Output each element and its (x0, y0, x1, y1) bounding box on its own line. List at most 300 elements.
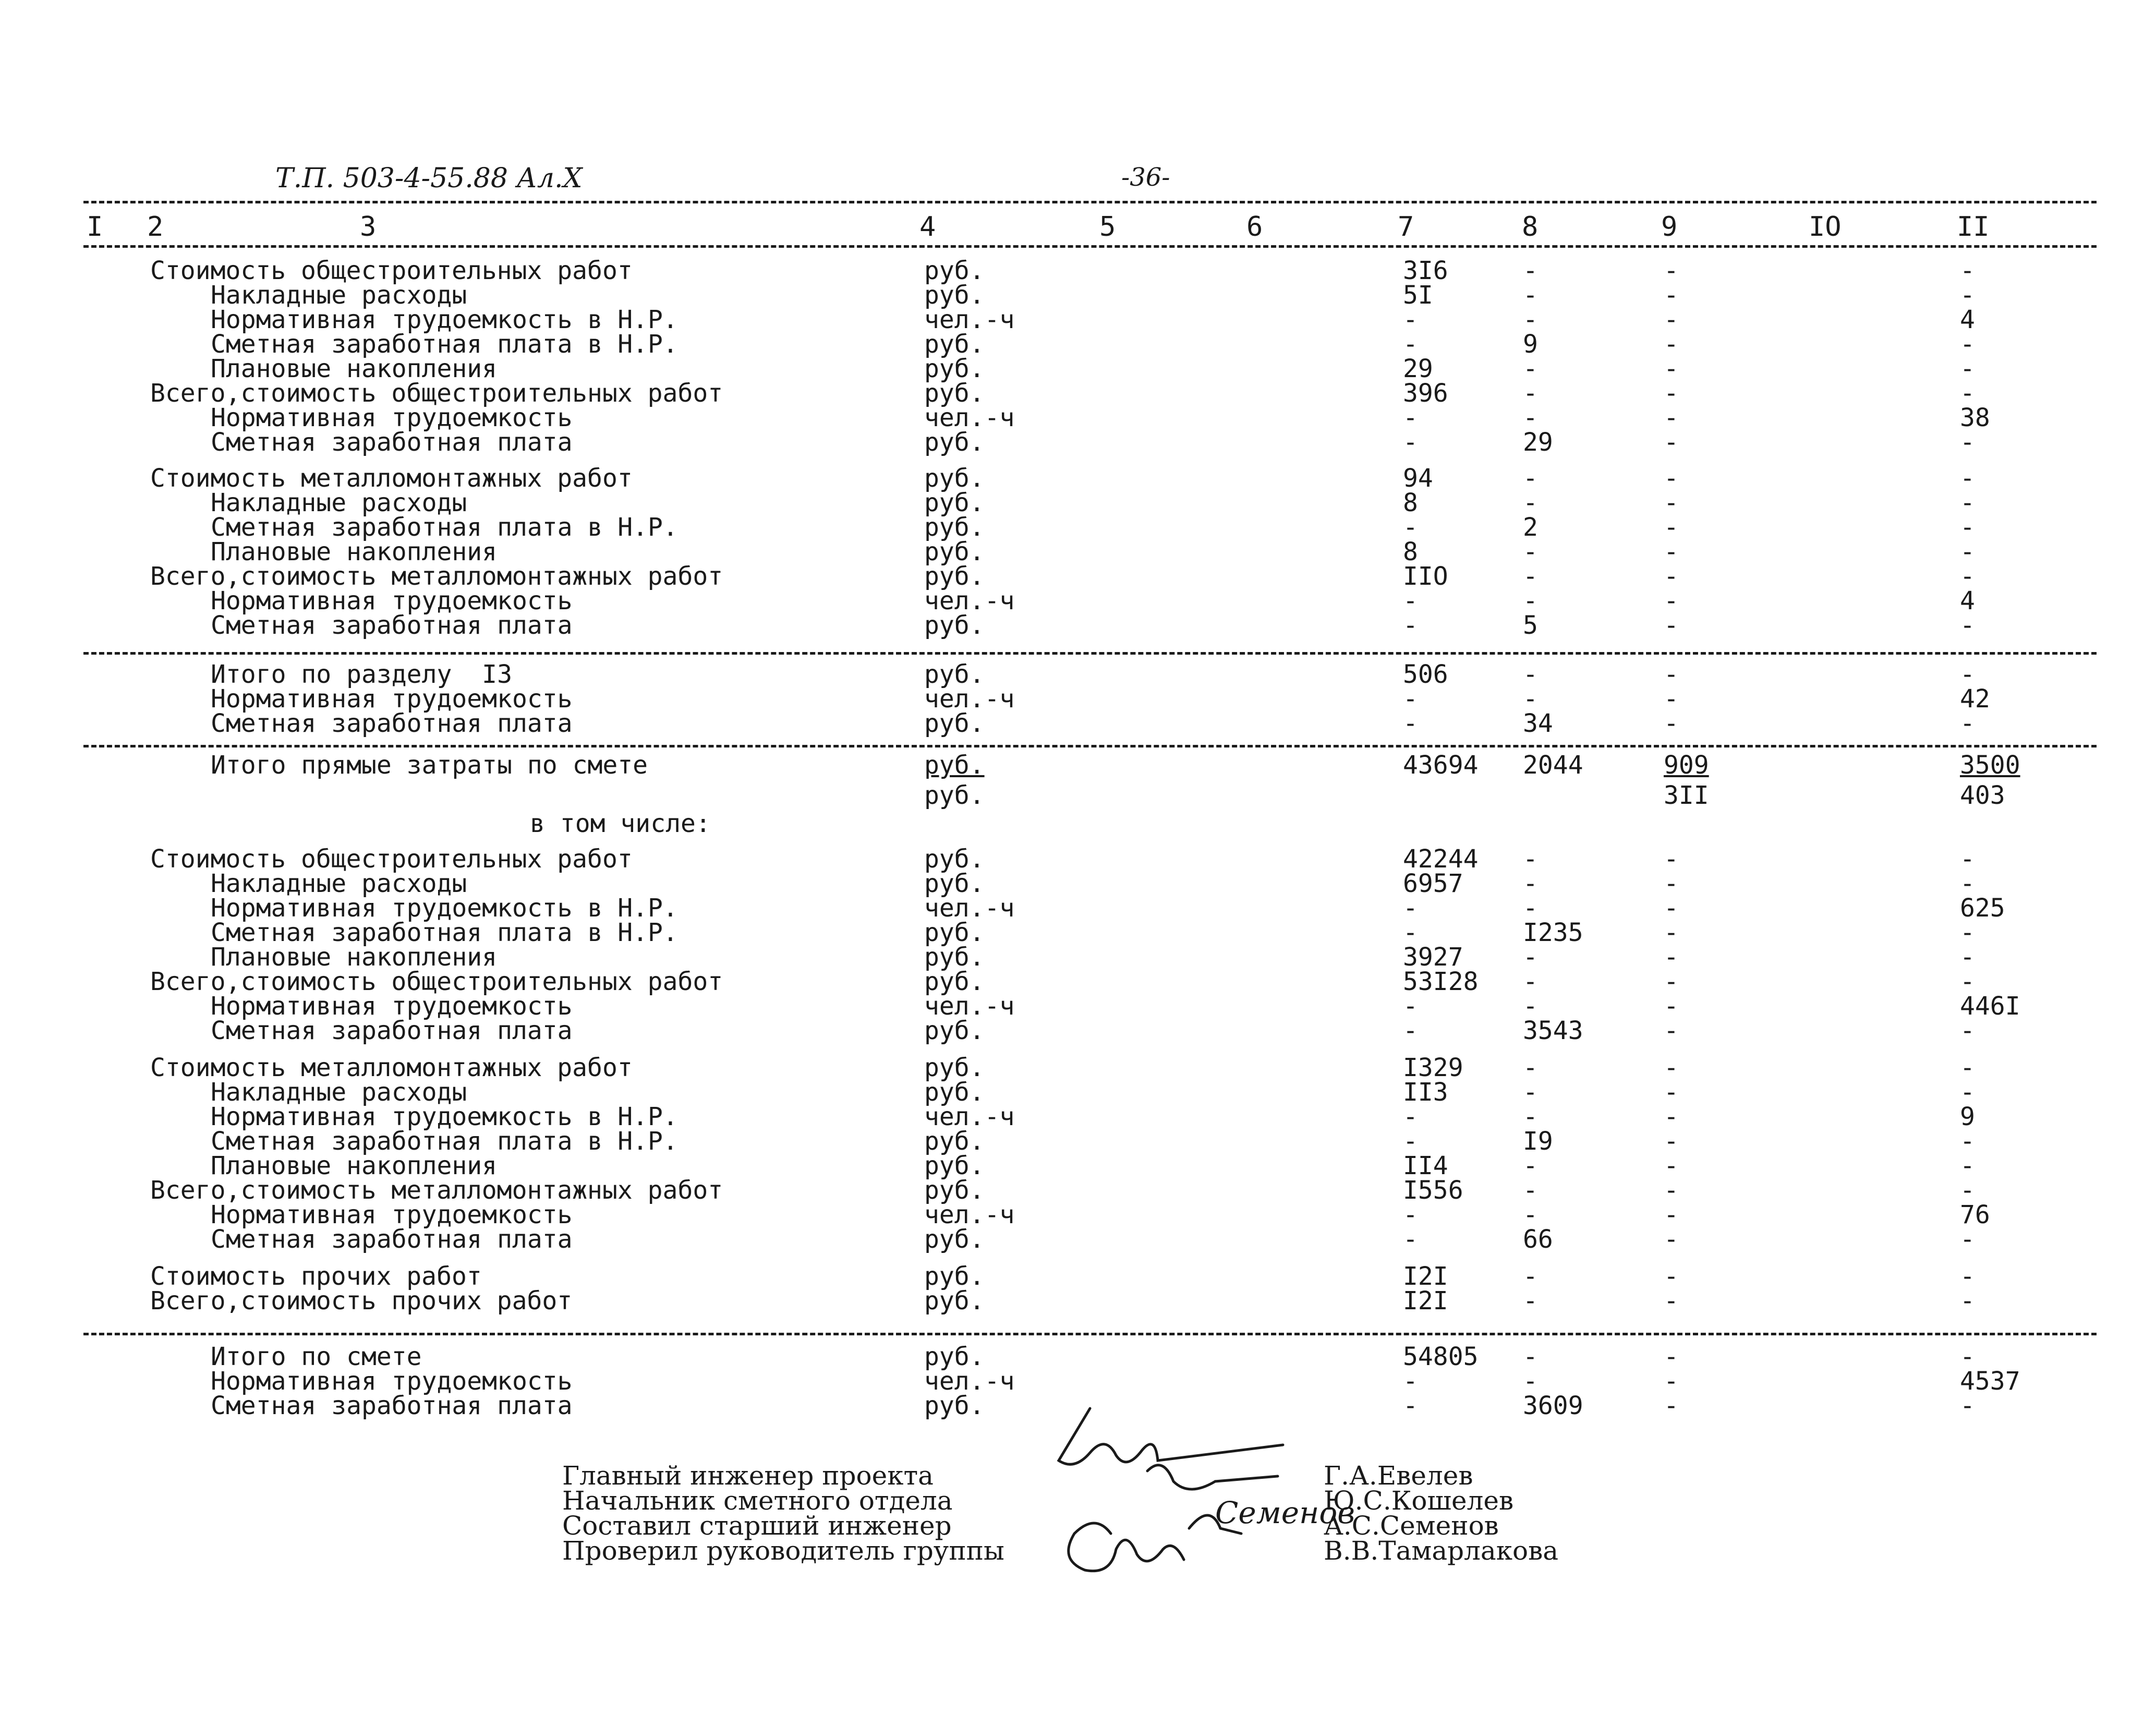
cell-col11: 4 (1960, 305, 1975, 334)
row-label: Нормативная трудоемкость (211, 1367, 573, 1396)
cell-col9: - (1664, 845, 1679, 874)
cell-col8: - (1523, 845, 1538, 874)
cell-col9: - (1664, 894, 1679, 923)
table-row (0, 1342, 2156, 1371)
row-label: Сметная заработная плата (211, 1391, 573, 1420)
row-label: Нормативная трудоемкость в Н.Р. (211, 1102, 678, 1131)
row-unit: руб. (924, 488, 985, 517)
cell-col11: 38 (1960, 403, 1990, 432)
cell-col7: I2I (1403, 1286, 1448, 1316)
cell-col11: - (1960, 1016, 1975, 1045)
table-row (0, 967, 2156, 996)
row-label: Нормативная трудоемкость (211, 586, 573, 616)
cell-col8: - (1523, 281, 1538, 310)
row-unit: руб. (924, 281, 985, 310)
row-label: Сметная заработная плата в Н.Р. (211, 513, 678, 542)
cell-col9: - (1664, 1367, 1679, 1396)
column-header: 2 (147, 211, 164, 243)
cell-col8: 2044 (1523, 751, 1583, 780)
table-row (0, 1262, 2156, 1291)
cell-col9: - (1664, 1200, 1679, 1229)
row-unit: руб. (924, 1053, 985, 1082)
cell-col11: - (1960, 513, 1975, 542)
row-label: Итого по разделу I3 (211, 660, 512, 689)
handwritten-signature-text: Семенов (1215, 1495, 1355, 1530)
row-unit: руб. (924, 537, 985, 566)
cell-col7: 8 (1403, 537, 1418, 566)
cell-col9: - (1664, 464, 1679, 493)
cell-col11: - (1960, 1342, 1975, 1371)
table-row (0, 660, 2156, 689)
row-unit: руб. (924, 1391, 985, 1420)
cell-col9: - (1664, 1176, 1679, 1205)
cell-col11: 625 (1960, 894, 2005, 923)
row-unit: руб. (924, 967, 985, 996)
row-label: Стоимость металломонтажных работ (150, 1053, 633, 1082)
cell-col8: - (1523, 1200, 1538, 1229)
cell-col7: - (1403, 611, 1418, 640)
table-row (0, 513, 2156, 542)
row-label: Всего,стоимость металломонтажных работ (150, 1176, 723, 1205)
cell-col7: 3I6 (1403, 256, 1448, 285)
cell-col9: - (1664, 660, 1679, 689)
cell-col8: - (1523, 464, 1538, 493)
row-unit: руб. (924, 869, 985, 898)
row-label: Сметная заработная плата в Н.Р. (211, 1127, 678, 1156)
cell-col8: - (1523, 379, 1538, 408)
cell-col7: I556 (1403, 1176, 1463, 1205)
row-label: Накладные расходы (211, 869, 467, 898)
cell-col7: - (1403, 513, 1418, 542)
cell-col9: - (1664, 1078, 1679, 1107)
cell-col11: - (1960, 1286, 1975, 1316)
cell-col7: I329 (1403, 1053, 1463, 1082)
cell-col8: - (1523, 488, 1538, 517)
cell-col8: 3609 (1523, 1391, 1583, 1420)
cell-col9: - (1664, 1286, 1679, 1316)
table-row (0, 992, 2156, 1021)
cell-col8: - (1523, 1176, 1538, 1205)
row-label: Стоимость металломонтажных работ (150, 464, 633, 493)
cell-col11: 403 (1960, 781, 2005, 810)
row-label: Стоимость прочих работ (150, 1262, 482, 1291)
cell-col11: - (1960, 488, 1975, 517)
cell-col9: - (1664, 611, 1679, 640)
signer-name: А.С.Семенов (1324, 1511, 1499, 1541)
section-divider (83, 745, 2097, 747)
row-unit: руб. (924, 1151, 985, 1180)
cell-col7: - (1403, 1200, 1418, 1229)
signer-title: Главный инженер проекта (562, 1461, 934, 1491)
cell-col11: - (1960, 869, 1975, 898)
cell-col7: IIO (1403, 562, 1448, 591)
table-row (0, 379, 2156, 408)
table-row (0, 918, 2156, 947)
cell-col8: 2 (1523, 513, 1538, 542)
cell-col7: 29 (1403, 354, 1433, 383)
cell-col8: - (1523, 992, 1538, 1021)
document-code: Т.П. 503-4-55.88 Ал.X (275, 163, 583, 194)
row-label: Сметная заработная плата в Н.Р. (211, 330, 678, 359)
row-label: Сметная заработная плата (211, 709, 573, 738)
row-unit: руб. (924, 256, 985, 285)
row-label: Нормативная трудоемкость (211, 992, 573, 1021)
cell-col11: 3500 (1960, 751, 2020, 780)
cell-col11: - (1960, 1225, 1975, 1254)
cell-col11: - (1960, 562, 1975, 591)
cell-col11: - (1960, 537, 1975, 566)
cell-col7: I2I (1403, 1262, 1448, 1291)
cell-col8: - (1523, 869, 1538, 898)
cell-col8: - (1523, 1053, 1538, 1082)
cell-col7: - (1403, 1016, 1418, 1045)
cell-col8: I9 (1523, 1127, 1553, 1156)
table-row (0, 330, 2156, 359)
cell-col9: - (1664, 562, 1679, 591)
cell-col7: 506 (1403, 660, 1448, 689)
cell-col7: 6957 (1403, 869, 1463, 898)
row-unit: руб. (924, 918, 985, 947)
row-label: Всего,стоимость общестроительных работ (150, 379, 723, 408)
cell-col8: - (1523, 894, 1538, 923)
row-unit: руб. (924, 1078, 985, 1107)
cell-col7: - (1403, 305, 1418, 334)
row-unit: чел.-ч (924, 894, 1015, 923)
cell-col11: - (1960, 1078, 1975, 1107)
cell-col7: - (1403, 709, 1418, 738)
row-unit: руб. (924, 751, 985, 780)
column-header: 8 (1522, 211, 1539, 243)
cell-col8: - (1523, 354, 1538, 383)
cell-col11: 4 (1960, 586, 1975, 616)
cell-col11: - (1960, 281, 1975, 310)
cell-col9: - (1664, 918, 1679, 947)
row-unit: руб. (924, 1016, 985, 1045)
table-row (0, 869, 2156, 898)
section-divider (83, 1333, 2097, 1335)
table-row (0, 894, 2156, 923)
cell-col9: - (1664, 1391, 1679, 1420)
table-row (0, 1151, 2156, 1180)
cell-col11: - (1960, 464, 1975, 493)
table-row (0, 281, 2156, 310)
row-label: Нормативная трудоемкость в Н.Р. (211, 894, 678, 923)
cell-col9: - (1664, 281, 1679, 310)
cell-col8: - (1523, 586, 1538, 616)
cell-col8: - (1523, 1342, 1538, 1371)
cell-col8: 29 (1523, 428, 1553, 457)
cell-col9: - (1664, 684, 1679, 714)
column-header: I (87, 211, 103, 243)
cell-col7: - (1403, 586, 1418, 616)
table-row (0, 1053, 2156, 1082)
cell-col9: - (1664, 1262, 1679, 1291)
table-row (0, 781, 2156, 810)
cell-col11: - (1960, 1176, 1975, 1205)
row-unit: руб. (924, 562, 985, 591)
table-row (0, 256, 2156, 285)
row-label: Стоимость общестроительных работ (150, 845, 633, 874)
row-unit: руб. (924, 513, 985, 542)
row-label: Итого прямые затраты по смете (211, 751, 648, 780)
cell-col8: - (1523, 1151, 1538, 1180)
cell-col11: - (1960, 709, 1975, 738)
cell-col11: - (1960, 611, 1975, 640)
cell-col11: - (1960, 428, 1975, 457)
table-row (0, 537, 2156, 566)
cell-col7: II3 (1403, 1078, 1448, 1107)
cell-col9: - (1664, 379, 1679, 408)
row-label: Сметная заработная плата (211, 611, 573, 640)
cell-col9: - (1664, 586, 1679, 616)
row-label: Итого по смете (211, 1342, 422, 1371)
cell-col11: - (1960, 256, 1975, 285)
cell-col11: 446I (1960, 992, 2020, 1021)
row-label: Накладные расходы (211, 281, 467, 310)
table-row (0, 1176, 2156, 1205)
cell-col8: - (1523, 1102, 1538, 1131)
cell-col9: - (1664, 1102, 1679, 1131)
cell-col9: - (1664, 354, 1679, 383)
row-unit: чел.-ч (924, 1367, 1015, 1396)
row-unit: руб. (924, 709, 985, 738)
cell-col11: - (1960, 967, 1975, 996)
cell-col9: - (1664, 869, 1679, 898)
table-row (0, 1016, 2156, 1045)
cell-col8: I235 (1523, 918, 1583, 947)
row-label: Всего,стоимость прочих работ (150, 1286, 573, 1316)
row-unit: руб. (924, 379, 985, 408)
table-row (0, 1200, 2156, 1229)
cell-col8: 34 (1523, 709, 1553, 738)
cell-col8: 9 (1523, 330, 1538, 359)
table-row (0, 428, 2156, 457)
cell-col9: - (1664, 305, 1679, 334)
row-label: Плановые накопления (211, 354, 498, 383)
cell-col11: - (1960, 1127, 1975, 1156)
row-unit: руб. (924, 1176, 985, 1205)
cell-col11: - (1960, 660, 1975, 689)
row-unit: чел.-ч (924, 1200, 1015, 1229)
table-row (0, 403, 2156, 432)
cell-col7: - (1403, 1102, 1418, 1131)
row-label: в том числе: (530, 809, 711, 838)
signer-title: Начальник сметного отдела (562, 1486, 953, 1516)
handwritten-signatures (1043, 1403, 1355, 1591)
cell-col8: - (1523, 537, 1538, 566)
cell-col7: - (1403, 428, 1418, 457)
section-divider (83, 652, 2097, 655)
cell-col8: - (1523, 1078, 1538, 1107)
row-label: Плановые накопления (211, 537, 498, 566)
cell-col9: - (1664, 403, 1679, 432)
cell-col8: 5 (1523, 611, 1538, 640)
row-unit: чел.-ч (924, 586, 1015, 616)
row-label: Сметная заработная плата (211, 428, 573, 457)
row-unit: чел.-ч (924, 684, 1015, 714)
table-row (0, 684, 2156, 714)
row-label: Нормативная трудоемкость (211, 684, 573, 714)
cell-col8: 3543 (1523, 1016, 1583, 1045)
table-row (0, 1078, 2156, 1107)
cell-col7: - (1403, 1127, 1418, 1156)
column-header: 6 (1246, 211, 1263, 243)
cell-col7: 54805 (1403, 1342, 1479, 1371)
table-row (0, 354, 2156, 383)
cell-col7: 42244 (1403, 845, 1479, 874)
cell-col11: - (1960, 918, 1975, 947)
row-unit: чел.-ч (924, 305, 1015, 334)
row-unit: руб. (924, 781, 985, 810)
row-label: Нормативная трудоемкость (211, 1200, 573, 1229)
cell-col7: 43694 (1403, 751, 1479, 780)
signer-name: Ю.С.Кошелев (1324, 1486, 1514, 1516)
table-row (0, 1225, 2156, 1254)
table-row (0, 709, 2156, 738)
cell-col9: - (1664, 967, 1679, 996)
table-row (0, 305, 2156, 334)
column-header: 3 (360, 211, 377, 243)
cell-col8: - (1523, 256, 1538, 285)
header-divider-top (83, 201, 2097, 203)
cell-col9: - (1664, 537, 1679, 566)
column-header: 7 (1398, 211, 1414, 243)
cell-col7: II4 (1403, 1151, 1448, 1180)
cell-col9: - (1664, 943, 1679, 972)
cell-col8: 66 (1523, 1225, 1553, 1254)
cell-col9: - (1664, 428, 1679, 457)
cell-col11: 42 (1960, 684, 1990, 714)
cell-col7: 53I28 (1403, 967, 1479, 996)
cell-col7: 94 (1403, 464, 1433, 493)
column-header: 5 (1099, 211, 1116, 243)
cell-col11: - (1960, 1151, 1975, 1180)
row-unit: руб. (924, 354, 985, 383)
cell-col9: - (1664, 330, 1679, 359)
row-unit: руб. (924, 428, 985, 457)
cell-col9: - (1664, 709, 1679, 738)
cell-col11: 9 (1960, 1102, 1975, 1131)
cell-col9: - (1664, 1342, 1679, 1371)
row-unit: руб. (924, 1225, 985, 1254)
signer-title: Проверил руководитель группы (562, 1536, 1004, 1566)
cell-col8: - (1523, 1367, 1538, 1396)
row-unit: руб. (924, 330, 985, 359)
row-label: Сметная заработная плата в Н.Р. (211, 918, 678, 947)
cell-col9: - (1664, 1225, 1679, 1254)
cell-col8: - (1523, 967, 1538, 996)
cell-col11: - (1960, 330, 1975, 359)
cell-col11: - (1960, 943, 1975, 972)
cell-col7: 5I (1403, 281, 1433, 310)
cell-col7: 3927 (1403, 943, 1463, 972)
row-label: Сметная заработная плата (211, 1016, 573, 1045)
table-row (0, 586, 2156, 616)
cell-col8: - (1523, 943, 1538, 972)
cell-col11: - (1960, 354, 1975, 383)
cell-col7: - (1403, 1225, 1418, 1254)
cell-col7: - (1403, 1367, 1418, 1396)
cell-col7: - (1403, 330, 1418, 359)
cell-col7: - (1403, 894, 1418, 923)
row-label: Стоимость общестроительных работ (150, 256, 633, 285)
cell-col9: - (1664, 1151, 1679, 1180)
row-label: Всего,стоимость металломонтажных работ (150, 562, 723, 591)
table-row (0, 751, 2156, 780)
table-row (0, 562, 2156, 591)
row-unit: руб. (924, 943, 985, 972)
row-unit: чел.-ч (924, 992, 1015, 1021)
cell-col11: - (1960, 379, 1975, 408)
cell-col9: - (1664, 1127, 1679, 1156)
row-unit: руб. (924, 464, 985, 493)
row-label: Сметная заработная плата (211, 1225, 573, 1254)
row-label: Нормативная трудоемкость (211, 403, 573, 432)
row-unit: чел.-ч (924, 1102, 1015, 1131)
table-row (0, 943, 2156, 972)
table-row (0, 1102, 2156, 1131)
row-label: Плановые накопления (211, 1151, 498, 1180)
cell-col7: - (1403, 403, 1418, 432)
cell-col9: - (1664, 992, 1679, 1021)
table-row (0, 1286, 2156, 1316)
table-row (0, 611, 2156, 640)
signer-title: Составил старший инженер (562, 1511, 952, 1541)
cell-col11: 4537 (1960, 1367, 2020, 1396)
column-header: IO (1809, 211, 1842, 243)
cell-col11: - (1960, 845, 1975, 874)
table-row (0, 488, 2156, 517)
row-unit: руб. (924, 1342, 985, 1371)
row-unit: руб. (924, 611, 985, 640)
cell-col11: - (1960, 1053, 1975, 1082)
cell-col8: - (1523, 1262, 1538, 1291)
cell-col7: - (1403, 918, 1418, 947)
cell-col9: - (1664, 488, 1679, 517)
cell-col8: - (1523, 660, 1538, 689)
row-unit: чел.-ч (924, 403, 1015, 432)
table-row (0, 1127, 2156, 1156)
cell-col11: - (1960, 1391, 1975, 1420)
row-unit: руб. (924, 1262, 985, 1291)
cell-col7: - (1403, 1391, 1418, 1420)
row-label: Накладные расходы (211, 488, 467, 517)
table-row (0, 464, 2156, 493)
row-unit: руб. (924, 1286, 985, 1316)
cell-col8: - (1523, 562, 1538, 591)
cell-col7: - (1403, 992, 1418, 1021)
cell-col11: - (1960, 1262, 1975, 1291)
cell-col7: 396 (1403, 379, 1448, 408)
table-row (0, 1367, 2156, 1396)
signer-name: В.В.Тамарлакова (1324, 1536, 1559, 1566)
cell-col9: - (1664, 513, 1679, 542)
column-header: II (1957, 211, 1990, 243)
column-header: 9 (1661, 211, 1678, 243)
row-label: Плановые накопления (211, 943, 498, 972)
column-header: 4 (919, 211, 936, 243)
row-unit: руб. (924, 660, 985, 689)
cell-col9: 3II (1664, 781, 1709, 810)
cell-col8: - (1523, 684, 1538, 714)
cell-col9: - (1664, 256, 1679, 285)
row-label: Накладные расходы (211, 1078, 467, 1107)
table-row (0, 845, 2156, 874)
page-number: -36- (1121, 163, 1170, 192)
row-unit: руб. (924, 1127, 985, 1156)
cell-col8: - (1523, 305, 1538, 334)
cell-col8: - (1523, 403, 1538, 432)
